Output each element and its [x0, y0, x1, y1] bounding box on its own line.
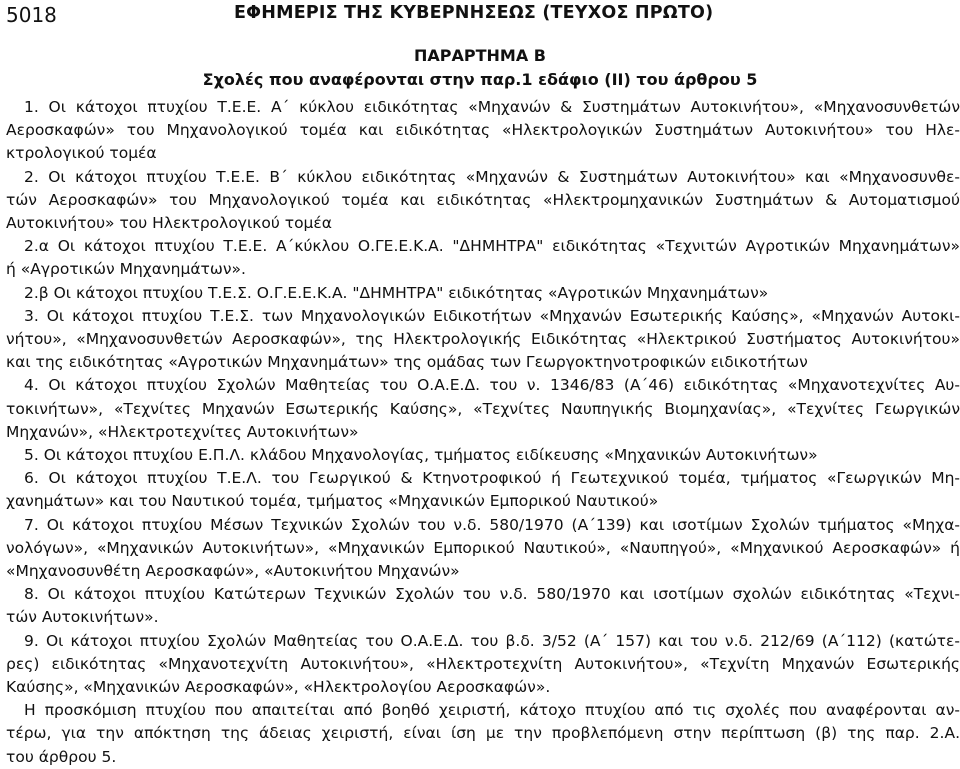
text-line: τέρω, για την απόκτηση της άδειας χειριστή, είναι ίση με την προβλεπόμενη στην περίπτωση (β) της παρ. 2.Α.: [6, 724, 960, 743]
text-line: τών Αεροσκαφών» του Μηχανολογικού τομέα και ειδικότητας «Ηλεκτρομηχανικών Συστημάτων & Αυτοματισμού: [6, 190, 960, 209]
text-line: «Μηχανοσυνθέτη Αεροσκαφών», «Αυτοκινήτου Μηχανών»: [6, 562, 460, 581]
journal-title: ΕΦΗΜΕΡΙΣ ΤΗΣ ΚΥΒΕΡΝΗΣΕΩΣ (ΤΕΥΧΟΣ ΠΡΩΤΟ): [234, 3, 714, 23]
text-line: νήτου», «Μηχανοσυνθετών Αεροσκαφών», της Ηλεκτρολογικής Ειδικότητας «Ηλεκτρικού Συστήματος Αυτοκινήτου»: [6, 330, 960, 349]
annex-title: ΠΑΡΑΡΤΗΜΑ Β: [414, 46, 546, 65]
text-line: χανημάτων» και του Ναυτικού τομέα, τμήματος «Μηχανικών Εμπορικού Ναυτικού»: [6, 492, 659, 511]
text-line: και της ειδικότητας «Αγροτικών Μηχανημάτων» της ομάδας των Γεωργοκτηνοτροφικών ειδικοτήτων: [6, 353, 808, 372]
text-line: 1. Οι κάτοχοι πτυχίου Τ.Ε.Ε. Α΄ κύκλου ειδικότητας «Μηχανών & Συστημάτων Αυτοκινήτου», «Μηχανοσυνθετών: [24, 98, 960, 116]
text-line: κτρολογικού τομέα: [6, 144, 157, 163]
text-line: νολόγων», «Μηχανικών Αυτοκινήτων», «Μηχανικών Εμπορικού Ναυτικού», «Ναυπηγού», «Μηχανικού Αεροσκαφών» ή: [6, 538, 960, 557]
text-line: του άρθρου 5.: [6, 747, 117, 766]
text-line: Η προσκόμιση πτυχίου που απαιτείται από βοηθό χειριστή, κάτοχο πτυχίου από τις σχολές που αναφέρονται αν-: [24, 701, 960, 720]
text-line: 6. Οι κάτοχοι πτυχίου Τ.Ε.Λ. του Γεωργικού & Κτηνοτροφικού ή Γεωτεχνικού τομέα, τμήματος «Γεωργικών Μη-: [24, 469, 960, 488]
text-line: Καύσης», «Μηχανικών Αεροσκαφών», «Ηλεκτρολογίου Αεροσκαφών».: [6, 678, 551, 697]
text-line: 9. Οι κάτοχοι πτυχίου Σχολών Μαθητείας του Ο.Α.Ε.Δ. του β.δ. 3/52 (Α΄ 157) και του ν.δ. 212/69 (Α΄112) (κατώτε-: [24, 631, 960, 650]
text-line: τοκινήτων», «Τεχνίτες Μηχανών Εσωτερικής Καύσης», «Τεχνίτες Ναυπηγικής Βιομηχανίας», «Τεχνίτες Γεωργικών: [6, 399, 960, 418]
text-line: Αεροσκαφών» του Μηχανολογικού τομέα και ειδικότητας «Ηλεκτρολογικών Συστημάτων Αυτοκινήτου» του Ηλε-: [6, 121, 960, 140]
text-line: 5. Οι κάτοχοι πτυχίου Ε.Π.Λ. κλάδου Μηχανολογίας, τμήματος ειδίκευσης «Μηχανικών Αυτοκινήτων»: [24, 446, 818, 465]
text-line: Μηχανών», «Ηλεκτροτεχνίτες Αυτοκινήτων»: [6, 422, 359, 441]
document-body: [6, 96, 960, 769]
text-line: 2.β Οι κάτοχοι πτυχίου Τ.Ε.Σ. Ο.Γ.Ε.Ε.Κ.Α. "ΔΗΜΗΤΡΑ" ειδικότητας «Αγροτικών Μηχανημάτων»: [24, 283, 769, 302]
text-line: 8. Οι κάτοχοι πτυχίου Κατώτερων Τεχνικών Σχολών του ν.δ. 580/1970 και ισοτίμων σχολών ειδικότητας «Τεχνι-: [24, 585, 960, 604]
text-line: Αυτοκινήτου» του Ηλεκτρολογικού τομέα: [6, 214, 333, 233]
text-line: 4. Οι κάτοχοι πτυχίου Σχολών Μαθητείας του Ο.Α.Ε.Δ. του ν. 1346/83 (Α΄46) ειδικότητας «Μηχανοτεχνίτες Αυ-: [24, 376, 960, 395]
text-line: τών Αυτοκινήτων».: [6, 608, 159, 627]
page-number: 5018: [6, 3, 57, 27]
page-header: [0, 0, 960, 36]
annex-subtitle: Σχολές που αναφέρονται στην παρ.1 εδάφιο (II) του άρθρου 5: [202, 70, 758, 89]
text-line: 7. Οι κάτοχοι πτυχίου Μέσων Τεχνικών Σχολών του ν.δ. 580/1970 (Α΄139) και ισοτίμων Σχολών τμήματος «Μηχα-: [24, 515, 960, 534]
text-line: ρες) ειδικότητας «Μηχανοτεχνίτη Αυτοκινήτου», «Ηλεκτροτεχνίτη Αυτοκινήτου», «Τεχνίτη Μηχανών Εσωτερικής: [6, 654, 960, 673]
text-line: 2. Οι κάτοχοι πτυχίου Τ.Ε.Ε. Β΄ κύκλου ειδικότητας «Μηχανών & Συστημάτων Αυτοκινήτου» και «Μηχανοσυνθε-: [24, 167, 960, 186]
text-line: ή «Αγροτικών Μηχανημάτων».: [6, 260, 246, 279]
text-line: 2.α Οι κάτοχοι πτυχίου Τ.Ε.Ε. Α΄κύκλου Ο.ΓΕ.Ε.Κ.Α. "ΔΗΜΗΤΡΑ" ειδικότητας «Τεχνιτών Αγροτικών Μηχανημάτων»: [24, 237, 960, 256]
text-line: 3. Οι κάτοχοι πτυχίου Τ.Ε.Σ. των Μηχανολογικών Ειδικοτήτων «Μηχανών Εσωτερικής Καύσης», «Μηχανών Αυτοκι-: [24, 306, 960, 325]
